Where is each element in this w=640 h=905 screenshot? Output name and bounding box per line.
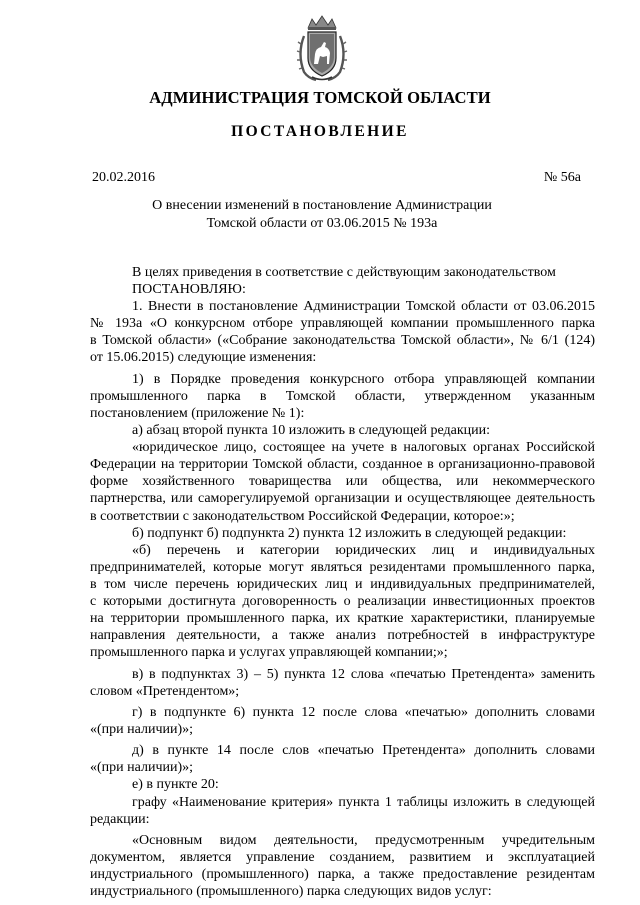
document-body [90, 264, 595, 900]
body-line: б) подпункт б) подпункта 2) пункта 12 изложить в следующей редакции: [132, 525, 567, 541]
body-line: форме хозяйственного товарищества или общества, или некоммерческого [90, 474, 595, 490]
body-line: индустриального (промышленного) парка следующих видов услуг: [90, 884, 492, 900]
body-line: партнерства, или саморегулируемой организации и осуществляющее деятельность [90, 491, 595, 507]
body-line: ПОСТАНОВЛЯЮ: [132, 282, 246, 298]
tomsk-coat-of-arms-icon [294, 14, 350, 82]
body-line: в) в подпунктах 3) – 5) пункта 12 слова «печатью Претендента» заменить [132, 666, 595, 682]
body-line: «б) перечень и категории юридических лиц и индивидуальных [132, 542, 595, 558]
body-line: редакции: [90, 811, 150, 827]
body-line: с которыми достигнута договоренность о реализации инвестиционных проектов [90, 593, 595, 609]
document-date: 20.02.2016 [92, 170, 155, 185]
body-line: промышленного парка в Томской области, утвержденном указанным [90, 388, 595, 404]
body-line: 1) в Порядке проведения конкурсного отбора управляющей компании [132, 371, 595, 387]
title-line: О внесении изменений в постановление Администрации [152, 198, 492, 213]
body-line: в соответствии с законодательством Российской Федерации, которое:»; [90, 508, 515, 524]
body-line: постановлением (приложение № 1): [90, 405, 305, 421]
body-line: «(при наличии)»; [90, 722, 194, 737]
body-line: в том числе перечень юридических лиц и индивидуальных предпринимателей, [90, 576, 595, 592]
body-line: «юридическое лицо, состоящее на учете в налоговых органах Российской [132, 440, 595, 456]
body-line: № 193а «О конкурсном отборе управляющей компании промышленного парка [90, 316, 595, 332]
document-title [150, 197, 494, 233]
body-line: а) абзац второй пункта 10 изложить в следующей редакции: [132, 423, 491, 439]
body-line: В целях приведения в соответствие с действующим законодательством [132, 265, 556, 280]
body-line: «(при наличии)»; [90, 760, 194, 776]
body-line: на территории промышленного парка, их краткие характеристики, планируемые [90, 611, 595, 627]
body-line: предпринимателей, которые могут являться резидентами промышленного парка, [90, 559, 595, 575]
body-line: документом, является управление созданием, развитием и эксплуатацией [90, 850, 595, 866]
body-line: Федерации на территории Томской области, созданное в организационно-правовой [90, 457, 595, 473]
body-line: графу «Наименование критерия» пункта 1 таблицы изложить в следующей [132, 794, 595, 810]
body-line: индустриального (промышленного) парка, а также предоставление резидентам [90, 867, 595, 883]
organization-name: АДМИНИСТРАЦИЯ ТОМСКОЙ ОБЛАСТИ [149, 88, 491, 107]
title-line: Томской области от 03.06.2015 № 193а [206, 216, 438, 231]
body-line: г) в подпункте 6) пункта 12 после слова «печатью» дополнить словами [132, 704, 595, 720]
body-line: направления деятельности, а также анализ потребностей в инфраструктуре [90, 628, 595, 644]
body-line: словом «Претендентом»; [90, 683, 240, 699]
body-line: «Основным видом деятельности, предусмотренным учредительным [132, 832, 595, 848]
body-line: в Томской области» («Собрание законодательства Томской области», № 6/1 (124) [90, 333, 595, 349]
body-line: е) в пункте 20: [132, 777, 219, 793]
body-line: 1. Внести в постановление Администрации Томской области от 03.06.2015 [132, 299, 595, 315]
body-line: д) в пункте 14 после слов «печатью Претендента» дополнить словами [132, 743, 595, 759]
document-type: ПОСТАНОВЛЕНИЕ [231, 123, 409, 140]
document-number: № 56а [543, 170, 581, 185]
body-line: от 15.06.2015) следующие изменения: [90, 350, 317, 366]
body-line: промышленного парка и услугах управляющей компании;»; [90, 645, 448, 661]
